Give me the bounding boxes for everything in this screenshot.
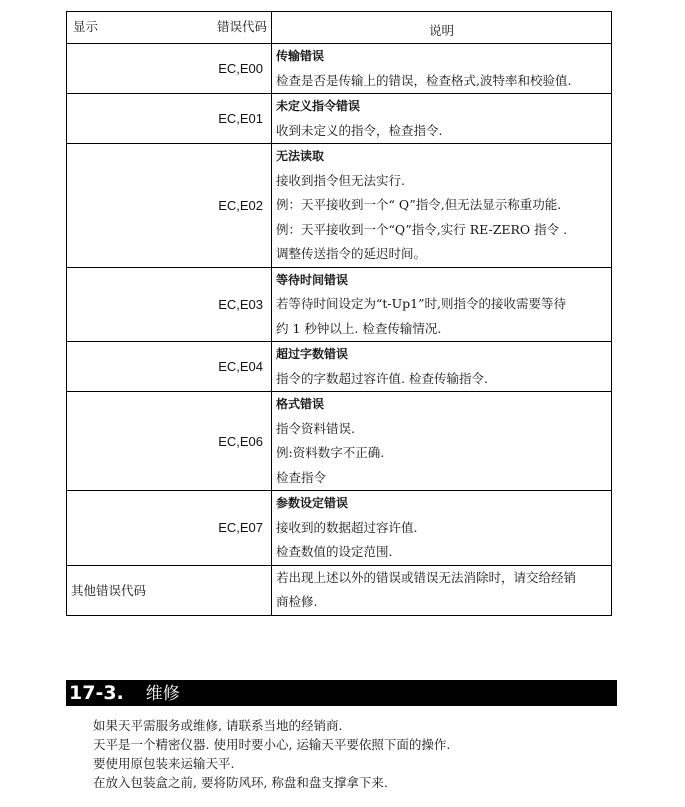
error-title: 传输错误: [276, 49, 325, 63]
table-row-other: [67, 565, 612, 615]
error-code-cell: EC,E02: [67, 144, 272, 268]
table-row: [67, 44, 612, 94]
description-cell: [272, 491, 612, 566]
description-cell: [272, 342, 612, 392]
error-title: 等待时间错误: [276, 272, 349, 287]
description-line: 约 1 秒钟以上. 检查传输情况.: [276, 320, 442, 336]
description-line: 检查数值的设定范围.: [276, 544, 393, 559]
maintenance-paragraph: [93, 716, 450, 792]
header-error-code: 错误代码: [216, 19, 267, 34]
description-line: 例：天平接收到一个“Q”指令,实行 RE-ZERO 指令 .: [276, 221, 568, 237]
description-line: 商检修.: [276, 594, 318, 609]
table-row: [67, 392, 612, 491]
error-code-cell: EC,E06: [67, 392, 272, 491]
description-cell: [272, 565, 612, 615]
header-description: 说明: [272, 12, 612, 44]
description-line: 指令的字数超过容许值. 检查传输指令.: [276, 370, 488, 386]
table-row: [67, 144, 612, 268]
error-code-cell: EC,E00: [67, 44, 272, 94]
description-line: 检查指令: [276, 469, 327, 485]
error-code-table: [66, 11, 612, 616]
description-line: 接收到指令但无法实行.: [276, 172, 405, 188]
description-cell: [272, 392, 612, 491]
other-error-label: 其他错误代码: [67, 565, 272, 615]
paragraph-line: 要使用原包装来运输天平.: [93, 756, 235, 771]
table-row: [67, 491, 612, 566]
description-cell: [272, 144, 612, 268]
table-header-row: [67, 12, 612, 44]
error-title: 无法读取: [276, 149, 325, 163]
paragraph-line: 在放入包装盒之前, 要将防风环, 称盘和盘支撑拿下来.: [93, 775, 388, 790]
section-title: 维修: [145, 684, 180, 704]
description-cell: [272, 44, 612, 94]
description-cell: [272, 94, 612, 144]
error-code-cell: EC,E03: [67, 267, 272, 342]
error-title: 未定义指令错误: [276, 99, 361, 113]
description-line: 收到未定义的指令，检查指令.: [276, 122, 443, 138]
paragraph-line: 如果天平需服务或维修, 请联系当地的经销商.: [93, 718, 343, 733]
table-row: [67, 342, 612, 392]
error-code-cell: EC,E07: [67, 491, 272, 566]
description-line: 若出现上述以外的错误或错误无法消除时，请交给经销: [276, 569, 577, 585]
error-title: 超过字数错误: [276, 347, 349, 361]
paragraph-line: 天平是一个精密仪器. 使用时要小心, 运输天平要依照下面的操作.: [93, 737, 451, 752]
header-display-code-cell: [67, 12, 272, 44]
error-code-cell: EC,E04: [67, 342, 272, 392]
description-line: 接收到的数据超过容许值.: [276, 519, 418, 535]
description-line: 调整传送指令的延迟时间。: [276, 246, 427, 261]
description-cell: [272, 267, 612, 342]
description-line: 例：天平接收到一个“ Q”指令,但无法显示称重功能.: [276, 197, 562, 212]
section-number: 17-3.: [69, 682, 124, 704]
table-row: [67, 94, 612, 144]
error-code-cell: EC,E01: [67, 94, 272, 144]
description-line: 检查是否是传输上的错误，检查格式,波特率和校验值.: [276, 72, 572, 88]
description-line: 例:资料数字不正确.: [276, 445, 385, 460]
table-row: [67, 267, 612, 342]
section-heading: [66, 680, 617, 706]
error-title: 格式错误: [276, 397, 325, 411]
description-line: 若等待时间设定为“t-Up1”时,则指令的接收需要等待: [276, 296, 566, 311]
header-display: 显示: [73, 19, 99, 34]
description-line: 指令资料错误.: [276, 420, 355, 436]
error-title: 参数设定错误: [276, 496, 349, 510]
